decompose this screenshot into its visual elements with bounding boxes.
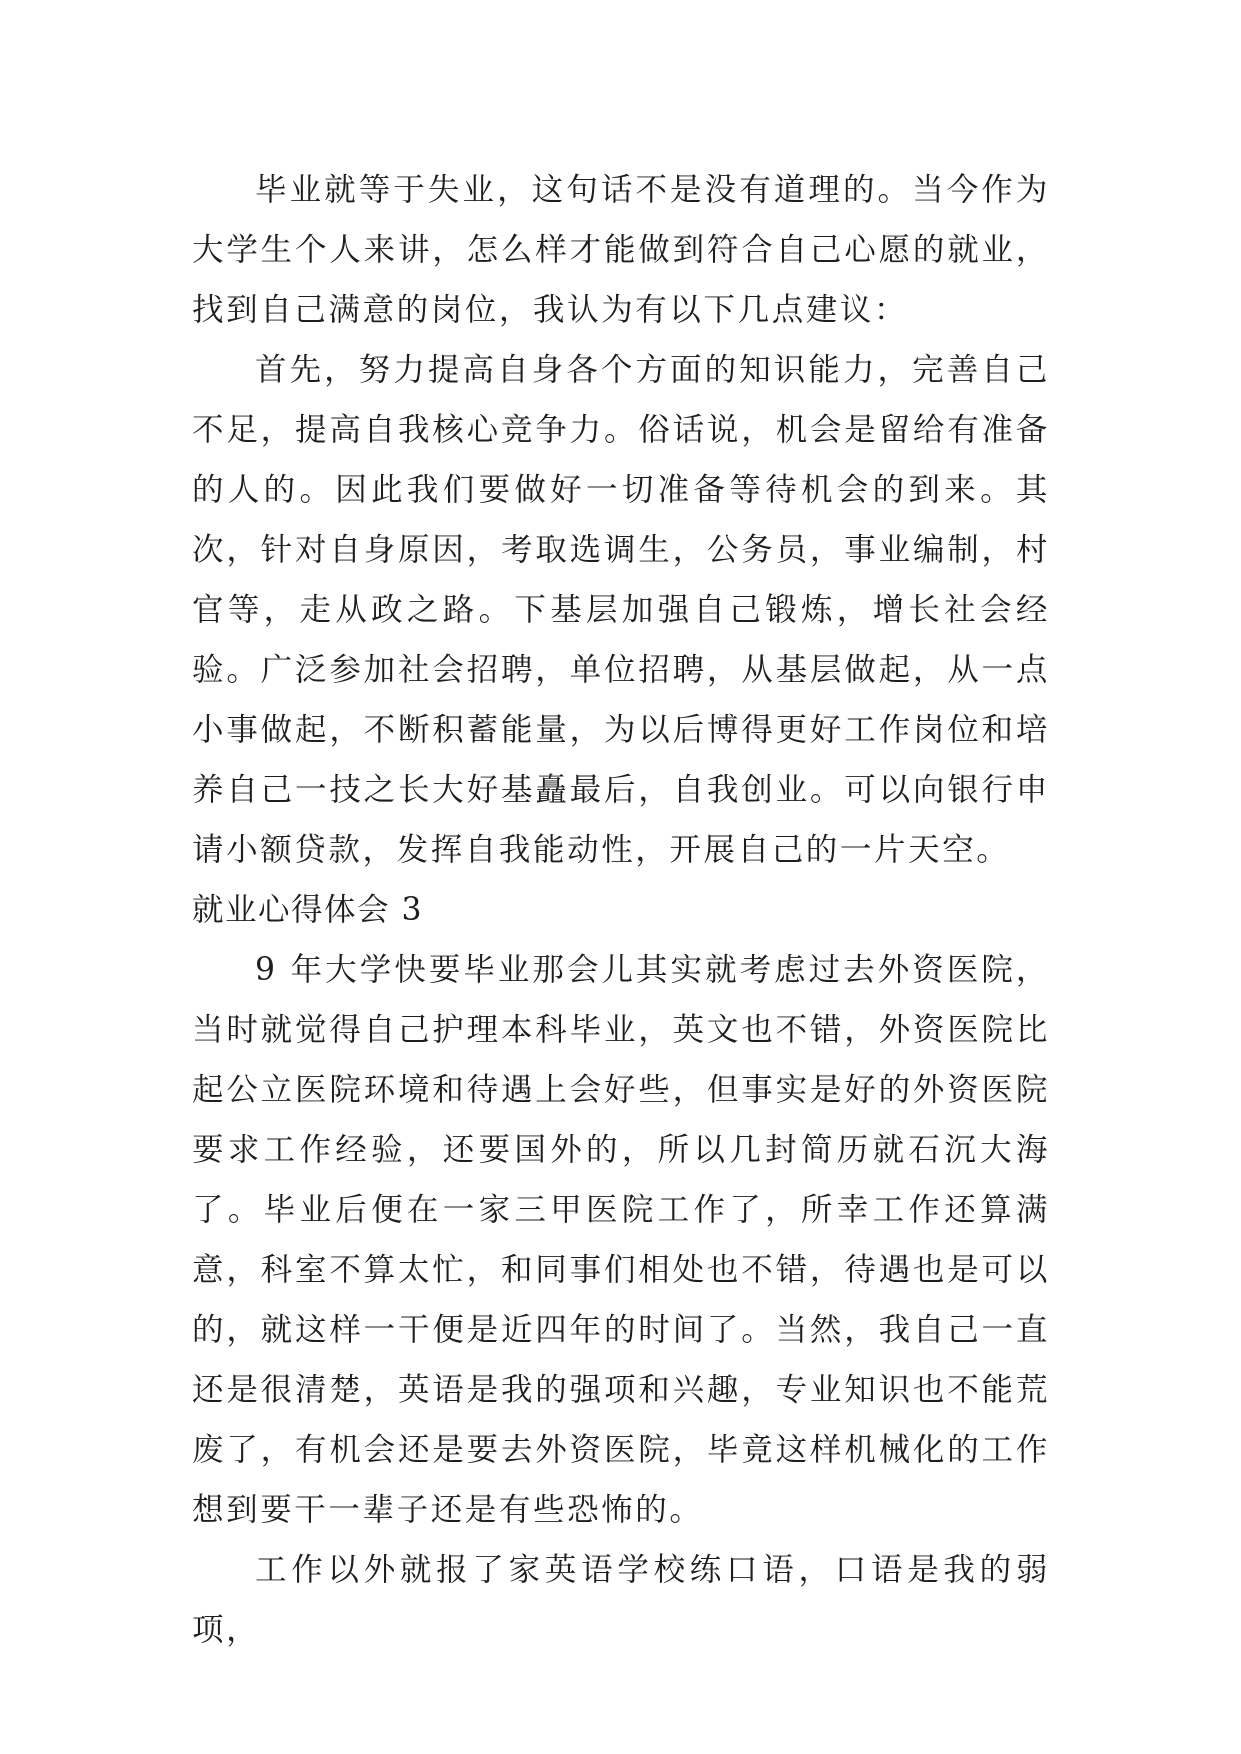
paragraph-foreign-hospital: 9 年大学快要毕业那会儿其实就考虑过去外资医院，当时就觉得自己护理本科毕业，英文也不错，外资医院比起公立医院环境和待遇上会好些，但事实是好的外资医院要求工作经验，还要国外的，所以几封简历就石沉大海了。毕业后便在一家三甲医院工作了，所幸工作还算满意，科室不算太忙，和同事们相处也不错，待遇也是可以的，就这样一干便是近四年的时间了。当然，我自己一直还是很清楚，英语是我的强项和兴趣，专业知识也不能荒废了，有机会还是要去外资医院，毕竟这样机械化的工作想到要干一辈子还是有些恐怖的。	[192, 952, 1050, 1528]
section-heading: 就业心得体会 3	[192, 892, 424, 928]
paragraph-graduation-unemployment: 毕业就等于失业，这句话不是没有道理的。当今作为大学生个人来讲，怎么样才能做到符合自己心愿的就业，找到自己满意的岗位，我认为有以下几点建议：	[192, 172, 1050, 328]
document-body	[192, 160, 1050, 1660]
paragraph-english-school: 工作以外就报了家英语学校练口语，口语是我的弱项，	[192, 1552, 1050, 1648]
paragraph-suggestions: 首先，努力提高自身各个方面的知识能力，完善自己不足，提高自我核心竞争力。俗话说，机会是留给有准备的人的。因此我们要做好一切准备等待机会的到来。其次，针对自身原因，考取选调生，公务员，事业编制，村官等，走从政之路。下基层加强自己锻炼，增长社会经验。广泛参加社会招聘，单位招聘，从基层做起，从一点小事做起，不断积蓄能量，为以后博得更好工作岗位和培养自己一技之长大好基矗最后，自我创业。可以向银行申请小额贷款，发挥自我能动性，开展自己的一片天空。	[192, 352, 1050, 868]
